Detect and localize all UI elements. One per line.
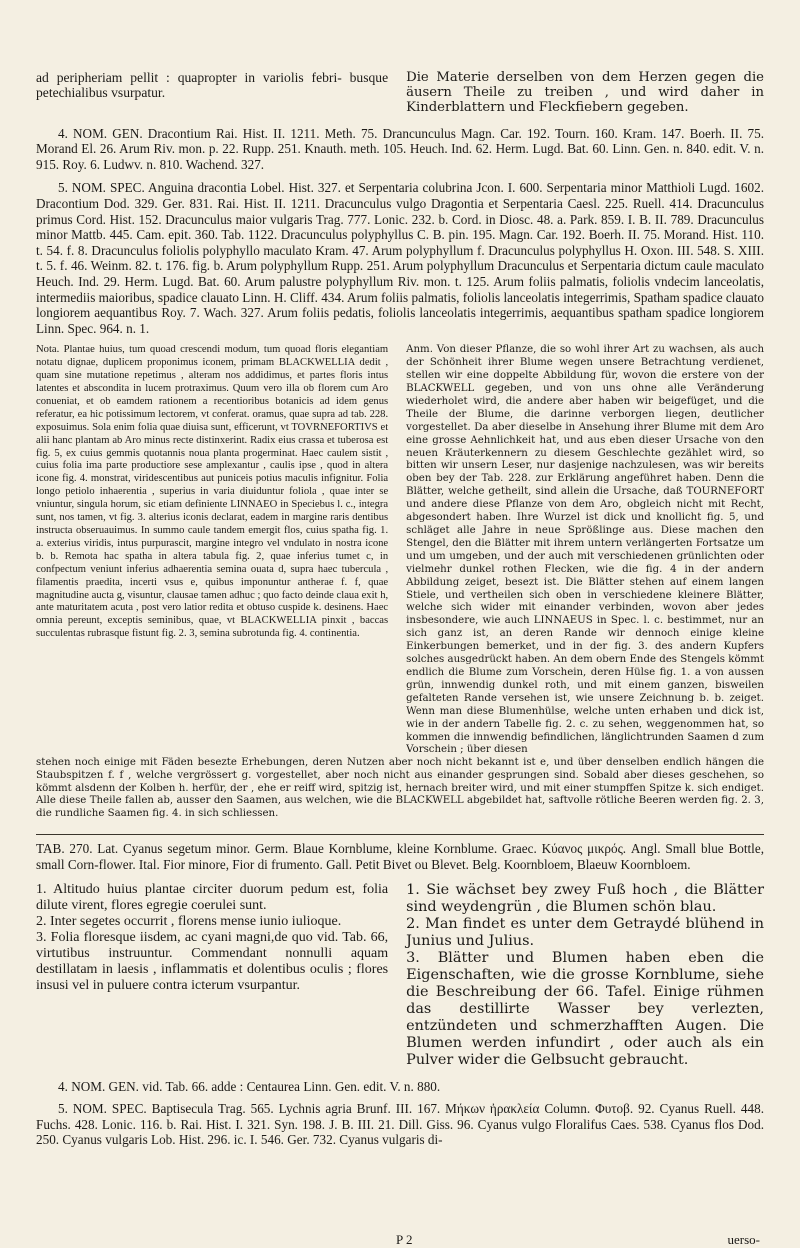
intro-columns: [36, 70, 764, 116]
nota-continuation: stehen noch einige mit Fäden besezte Erhebungen, deren Nutzen aber noch nicht bekannt ist e, und über denselben endlich hängen die Staubspitzen f. f , welche vergrössert g. vorgestellet, aber noch nicht aus einander gesprungen sind. Sobald aber dieses geschehen, so kömmt alsdenn der Kolben h. herfür, der , ehe er reiff wird, spitzig ist, hernach breiter wird, und mit einer stumpffen Spitze k. sich endiget. Alle diese Theile fallen ab, ausser den Saamen, aus welchen, wie die BLACKWELL abgebildet hat, saftvolle rötliche Beeren werden fig. 2. 3, die rundliche Saamen fig. 4. in sich schliessen.: [36, 757, 764, 819]
section-divider: [36, 834, 764, 835]
intro-latin: ad peripheriam pellit : quapropter in variolis febri- busque petechialibus vsurpatur.: [36, 70, 389, 101]
items-german: [406, 882, 764, 1069]
items-columns: [36, 882, 764, 1069]
items-latin: [36, 882, 388, 1069]
item-german: 3. Blätter und Blumen haben eben die Eigenschaften, wie die grosse Kornblume, siehe die Beschreibung der 66. Tafel. Einige rühmen das destillirte Wasser bey verlezten, entzündeten und schmerzhafften Augen. Die Blumen werden infundirt , oder auch als ein Pulver wider die Gelbsucht gebraucht.: [406, 950, 764, 1069]
item-german: 1. Sie wächset bey zwey Fuß hoch , die Blätter sind weydengrün , die Blumen schön blau.: [406, 882, 764, 916]
nota-german: Anm. Von dieser Pflanze, die so wohl ihrer Art zu wachsen, als auch der Schönheit ihrer Blume wegen unsere Betrachtung verdienet, stellen wir eine doppelte Abbildung für, wovon die erstere von der BLACKWELL gegeben, und von uns ohne alle Veränderung wiederholet wird, die andere aber haben wir beigefüget, und die Theile der Blume, die darinne verborgen liegen, deutlicher vorgestellet. Da aber dieselbe in Ansehung ihrer Blume mit dem Aro eine grosse Aehnlichkeit hat, und aus eben dieser Ursache von den neuen Kräuterkennern zu diesem Geschlechte gezählet wird, so bitten wir unsern Leser, nur dasjenige nachzulesen, was wir bereits oben bey der Tab. 228. zur Erklärung angeführet haben. Denn die Blätter, welche getheilt, sind allein die Ursache, daß TOURNEFORT und andere diese Pflanze von dem Aro, obgleich nicht mit Recht, abgesondert haben. Ihre Wurzel ist dick und knollicht fig. 5, und schläget alle Jahre in neue Sprößlinge aus. Diese machen den Stengel, den die Blätter mit ihrem untern verlängerten Fortsatze um und um umgeben, und der auch mit verschiedenen grünlichten oder vielmehr dunkel rothen Flecken, wie die fig. 4 in der andern Abbildung zeiget, besezt ist. Die Blätter stehen auf einem langen Stiele, und vertheilen sich oben in verschiedene kleinere Blätter, welche sich wider mit einander verbinden, wovon aber jedes insbesondere, wie auch LINNAEUS in Spec. l. c. bestimmet, nur an sich ganz ist, an deren Rande wir dennoch einige kleine Einkerbungen bemerket, und in der fig. 3. des andern Kupfers solches ausgedrückt haben. An dem obern Ende des Stengels kömmt endlich die Blume zum Vorschein, deren Hülse fig. 1. a von aussen grün, innwendig dunkel roth, und mit einem ganzen, bisweilen gefalteten Rande versehen ist, wie unsere Zeichnung b. b. zeiget. Wenn man diese Blumenhülse, welche unten erhaben und dick ist, wie in der andern Tabelle fig. 2. c. zu sehen, weggenommen hat, so kommen die innwendig befindlichen, länglichtrunden Saamen d zum Vorschein ; über diesen: [406, 344, 764, 756]
item-latin: 2. Inter segetes occurrit , florens mense iunio iulioque.: [36, 914, 342, 930]
nota-latin: Nota. Plantae huius, tum quoad crescendi modum, tum quoad floris elegantiam notatu dignae, duplicem proponimus iconem, primam BLACKWELLIA dedit , quam sine mutatione repetimus , alteram nos addidimus, et partes floris intus latentes et abscondita in lucem protraximus. Quum vero illa ob florem cum Aro conueniat, et ob eamdem rationem a recentioribus botanicis ad idem genus referatur, ea hic potissimum lectorem, vt conferat. oramus, quae supra ad tab. 228. exposuimus. Sola enim folia quae diuisa sunt, efficerunt, vt TOVRNEFORTIVS et alii hanc plantam ab Aro minus recte distinxerint. Radix eius crassa et tuberosa est fig. 5, ex cuius gemmis quotannis noua planta progerminat. Haec caulem sistit , cuius folia ima parte productiore sese amplexantur , caulis ipse , quod in altera icone fig. 4. monstrat, viridescentibus aut puniceis potius maculis infignitur. Folia longo petiolo inhaerentia , superius in varia diuiduntur foliola , quae inter se vniuntur, singula horum, sic etiam definiente LINNAEO in Speciebus l. c., integra sunt, nos tamen, vt fig. 3. alterius iconis declarat, eadem in margine raris dentibus instructa obseruauimus. In summo caule tandem emergit flos, cuius spatha fig. 1. a. exterius viridis, intus purpurascit, margine integro vel vndulato in nostra icone b. b. Remota hac spatha in altera tabula fig. 2, quae inferius tumet c, in confpectum veniunt inferius adhaerentia semina ouata d, supra haec tubercula , filamentis praedita, incerti vsus e, quibus imponuntur antherae f. f, quae magnitudine aucta g, visuntur, clausae tamen adhuc ; quo facto deinde claua exit h, ante maturitatem acuta , post vero latior redita et obtuso cuspide k. desinens. Haec omnia pereunt, exceptis seminibus, quae, vt BLACKWELLIA pinxit , baccas succulentas rubrasque fistunt fig. 2. 3, semina subrotunda fig. 4. continentia.: [36, 344, 389, 640]
nom-spec-paragraph-2: 5. NOM. SPEC. Baptisecula Trag. 565. Lychnis agria Brunf. III. 167. Μήκων ἠρακλεία Column. Φυτοβ. 92. Cyanus Ruell. 448. Fuchs. 428. Lonic. 116. b. Rai. Hist. I. 321. Syn. 198. J. B. III. 21. Dill. Giss. 96. Cyanus vulgo Floralifus Caes. 538. Cyanus flos Dod. 250. Cyanus vulgaris Lob. Hist. 296. ic. I. 546. Ger. 732. Cyanus vulgaris di-: [36, 1101, 764, 1148]
item-latin: 1. Altitudo huius plantae circiter duorum pedum est, folia dilute virent, flores egregie coerulei sunt.: [36, 882, 389, 914]
nom-gen-paragraph-2: 4. NOM. GEN. vid. Tab. 66. adde : Centaurea Linn. Gen. edit. V. n. 880.: [58, 1079, 441, 1095]
nota-columns: [36, 344, 764, 757]
nom-gen-paragraph: 4. NOM. GEN. Dracontium Rai. Hist. II. 1211. Meth. 75. Drancunculus Magn. Car. 192. Tourn. 160. Kram. 147. Boerh. II. 75. Morand El. 26. Arum Riv. mon. p. 22. Rupp. 251. Knauth. meth. 105. Heuch. Ind. 62. Herm. Lugd. Bat. 60. Linn. Gen. n. 840. edit. V. n. 915. Roy. 6. Ludwv. n. 810. Wachend. 327.: [36, 125, 764, 172]
catchword: uerso-: [727, 1232, 760, 1247]
tab-heading: TAB. 270. Lat. Cyanus segetum minor. Germ. Blaue Kornblume, kleine Kornblume. Graec. Κύανος μικρός. Angl. Small blue Bottle, small Corn-flower. Ital. Fior minore, Fior di frumento. Gall. Petit Bivet ou Blevet. Belg. Koornbloem, Blaeuw Koornbloem.: [36, 841, 764, 872]
signature-mark: P 2: [396, 1232, 413, 1247]
nom-spec-paragraph: 5. NOM. SPEC. Anguina dracontia Lobel. Hist. 327. et Serpentaria colubrina Jcon. I. 600. Serpentaria minor Matthioli Lugd. 1602. Dracontium Dod. 329. Ger. 831. Rai. Hist. II. 1211. Dracunculus vulgo Dragontia et Serpentaria Caesl. 225. Ruell. 414. Dracunculus primus Cord. Hist. 152. Dracunculus maior vulgaris Trag. 777. Lonic. 232. b. Cord. in Diosc. 48. a. Park. 859. I. B. II. 789. Dracunculus minor Mattb. 445. Cam. epit. 360. Tab. 1122. Dracunculus polyphyllus C. B. pin. 195. Magn. Car. 192. Boerh. II. 75. Morand. Hist. 110. t. 54. f. 8. Dracunculus foliolis polyphyllo maculato Kram. 47. Arum polyphyllum f. Dracunculus polyphyllus H. Oxon. III. 548. S. XIII. t. 5. f. 46. Weinm. 82. t. 176. fig. b. Arum polyphyllum Rupp. 251. Arum polyphyllum Dracunculus et Serpentaria dictum caule maculato Heuch. Ind. 29. Herm. Lugd. Bat. 60. Arum palustre polyphyllum Riv. mon. t. 125. Arum foliis palmatis, foliolis vndecim lanceolatis, intermediis maioribus, spadice clauato Linn. H. Cliff. 434. Arum foliis palmatis, foliolis lanceolatis integerrimis, Spatham spadice clauato longiorem aequantibus Roy. 7. Wach. 327. Arum foliis pedatis, foliolis lanceolatis integerrimis, aequantibus spatham spadice longiorem Linn. Spec. 964. n. 1.: [36, 180, 764, 336]
intro-german: Die Materie derselben von dem Herzen gegen die äusern Theile zu treiben , und wird daher in Kinderblattern und Fleckfiebern gegeben.: [406, 70, 764, 116]
item-german: 2. Man findet es unter dem Getraydé blühend in Junius und Julius.: [406, 916, 764, 950]
item-latin: 3. Folia floresque iisdem, ac cyani magni,de quo vid. Tab. 66, virtutibus instruuntur. Commendant nonnulli aquam destillatam in laesis , inflammatis et dolentibus oculis ; flores insusi vel in puluere contra icterum vsurpantur.: [36, 930, 389, 994]
